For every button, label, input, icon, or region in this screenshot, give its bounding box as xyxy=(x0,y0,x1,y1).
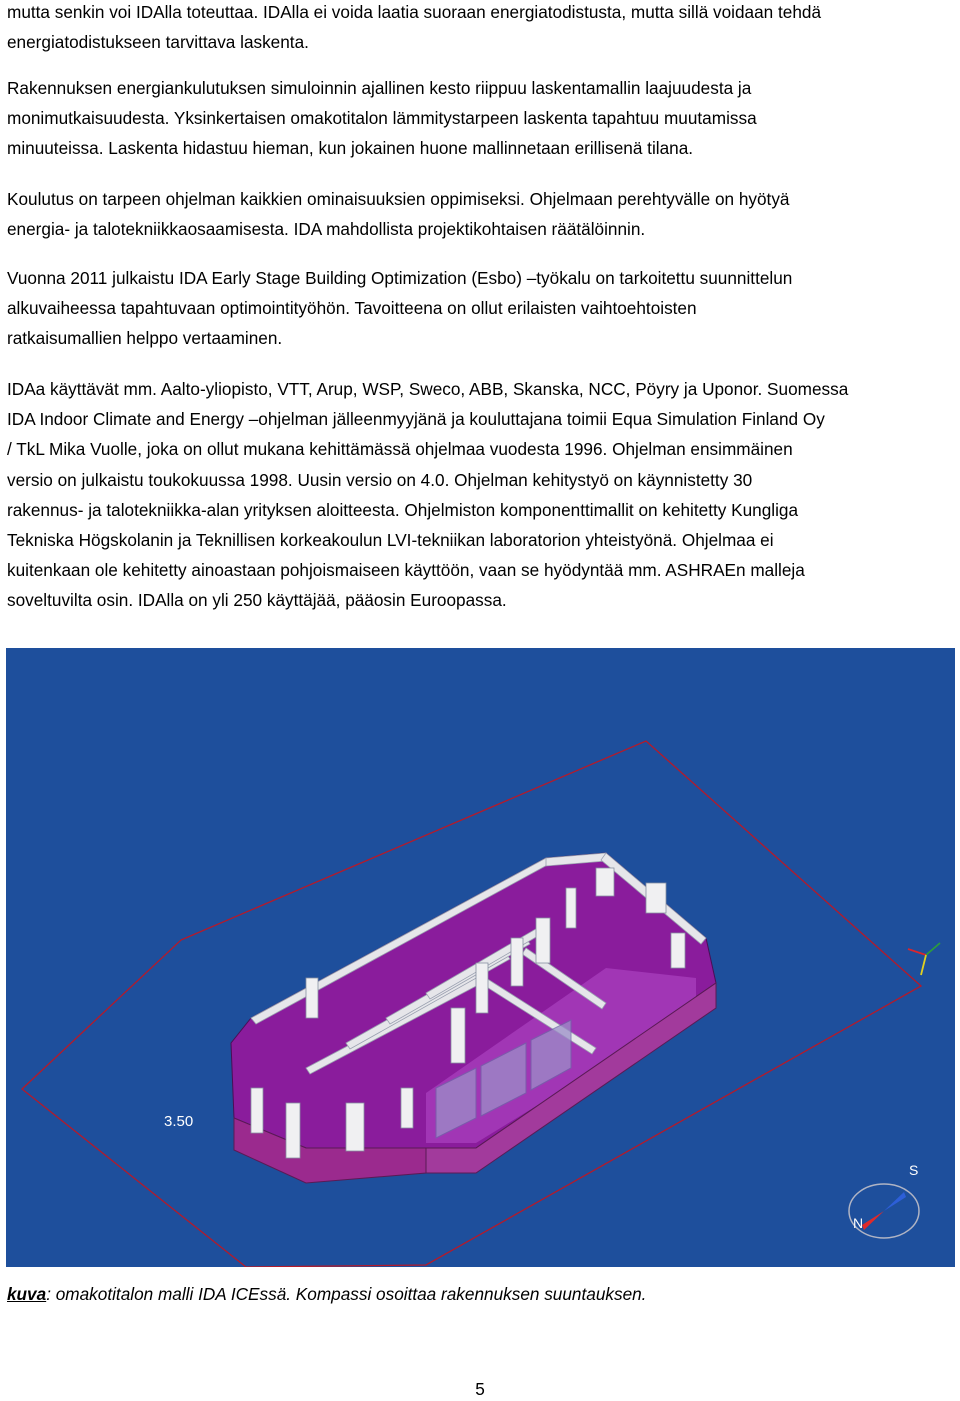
paragraph-5 xyxy=(7,374,957,616)
compass xyxy=(849,1162,919,1238)
page-number: 5 xyxy=(475,1379,485,1399)
text-line: soveltuvilta osin. IDAlla on yli 250 käyttäjää, pääosin Euroopassa. xyxy=(7,590,507,611)
text-line: alkuvaiheessa tapahtuvaan optimointityöhön. Tavoitteena on ollut erilaisten vaihtoehtoisten xyxy=(7,298,697,319)
figure-caption xyxy=(7,1280,646,1308)
caption-label: kuva xyxy=(7,1284,47,1304)
height-label: 3.50 xyxy=(164,1113,194,1130)
text-line: monimutkaisuudesta. Yksinkertaisen omakotitalon lämmitystarpeen laskenta tapahtuu muutamissa xyxy=(7,108,757,129)
text-line: Koulutus on tarpeen ohjelman kaikkien ominaisuuksien oppimiseksi. Ohjelmaan perehtyvälle on hyötyä xyxy=(7,189,790,209)
text-line: rakennus- ja talotekniikka-alan yrityksen aloitteesta. Ohjelmiston komponenttimallit on kehitetty Kungliga xyxy=(7,499,799,520)
building-model-render xyxy=(6,648,955,1267)
paragraph-2 xyxy=(7,73,957,164)
text-line: energiatodistukseen tarvittava laskenta. xyxy=(7,32,309,53)
text-line: versio on julkaistu toukokuussa 1998. Uusin versio on 4.0. Ohjelman kehitystyö on käynnistetty 30 xyxy=(7,469,753,490)
text-line: mutta senkin voi IDAlla toteuttaa. IDAlla ei voida laatia suoraan energiatodistusta, mutta sillä voidaan tehdä xyxy=(7,2,822,22)
text-line: Vuonna 2011 julkaistu IDA Early Stage Building Optimization (Esbo) –työkalu on tarkoitettu suunnittelun xyxy=(7,268,793,288)
text-line: kuitenkaan ole kehitetty ainoastaan pohjoismaiseen käyttöön, vaan se hyödyntää mm. ASHRAEn malleja xyxy=(7,560,805,581)
caption-text: : omakotitalon malli IDA ICEssä. Kompassi osoittaa rakennuksen suuntauksen. xyxy=(46,1284,647,1304)
paragraph-3 xyxy=(7,184,957,244)
compass-needle-south xyxy=(884,1192,906,1211)
compass-s-label: S xyxy=(909,1162,919,1178)
paragraph-1 xyxy=(7,0,957,57)
compass-n-label: N xyxy=(853,1215,864,1231)
text-line: / TkL Mika Vuolle, joka on ollut mukana kehittämässä ohjelmaa vuodesta 1996. Ohjelman ensimmäinen xyxy=(7,439,793,460)
text-line: ratkaisumallien helppo vertaaminen. xyxy=(7,328,283,349)
text-line: Rakennuksen energiankulutuksen simuloinnin ajallinen kesto riippuu laskentamallin laajuudesta ja xyxy=(7,78,752,98)
paragraph-4 xyxy=(7,263,957,354)
compass-needle-north xyxy=(862,1211,884,1230)
text-line: IDAa käyttävät mm. Aalto-yliopisto, VTT, Arup, WSP, Sweco, ABB, Skanska, NCC, Pöyry ja Uponor. Suomessa xyxy=(7,379,849,399)
building-model-figure xyxy=(6,648,955,1267)
text-line: minuuteissa. Laskenta hidastuu hieman, kun jokainen huone mallinnetaan erillisenä tilana. xyxy=(7,138,694,159)
axis-indicator xyxy=(908,943,940,975)
text-line: energia- ja talotekniikkaosaamisesta. IDA mahdollista projektikohtaisen räätälöinnin. xyxy=(7,219,646,240)
text-line: IDA Indoor Climate and Energy –ohjelman jälleenmyyjänä ja kouluttajana toimii Equa Simulation Finland Oy xyxy=(7,409,825,430)
text-line: Tekniska Högskolanin ja Teknillisen korkeakoulun LVI-tekniikan laboratorion yhteistyönä. Ohjelmaa ei xyxy=(7,530,774,551)
